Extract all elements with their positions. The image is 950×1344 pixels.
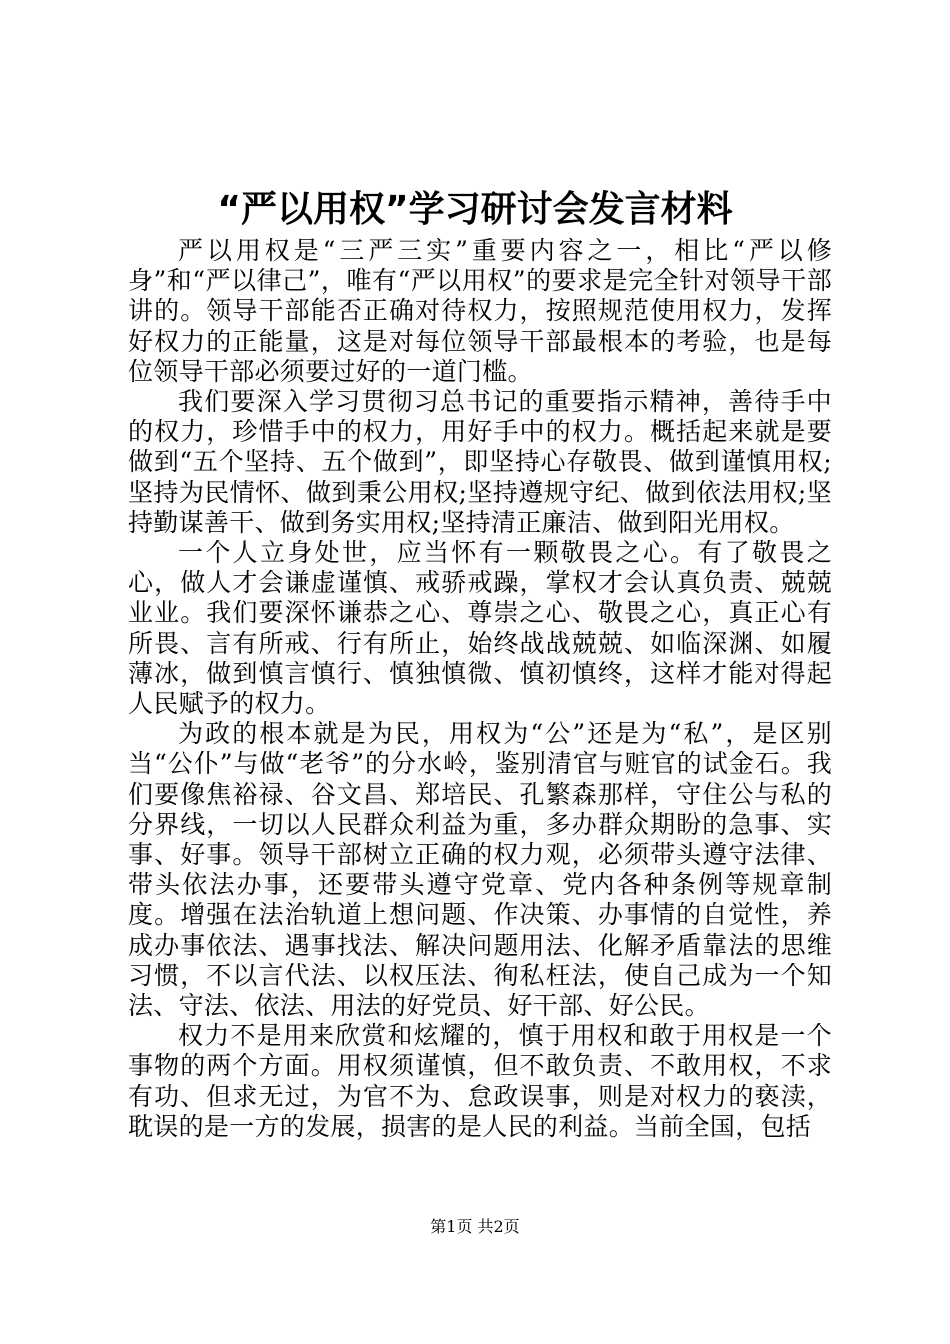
paragraph-5: 权力不是用来欣赏和炫耀的，慎于用权和敢于用权是一个事物的两个方面。用权须谨慎，但不敢负责、不敢用权，不求有功、但求无过，为官不为、怠政误事，则是对权力的亵渎，耽误的是一方的发展，损害的是人民的利益。当前全国，包括 — [128, 1021, 832, 1141]
paragraph-4: 为政的根本就是为民，用权为“公”还是为“私”，是区别当“公仆”与做“老爷”的分水岭，鉴别清官与赃官的试金石。我们要像焦裕禄、谷文昌、郑培民、孔繁森那样，守住公与私的分界线，一切以人民群众利益为重，多办群众期盼的急事、实事、好事。领导干部树立正确的权力观，必须带头遵守法律、带头依法办事，还要带头遵守党章、党内各种条例等规章制度。增强在法治轨道上想问题、作决策、办事情的自觉性，养成办事依法、遇事找法、解决问题用法、化解矛盾靠法的思维习惯，不以言代法、以权压法、徇私枉法，使自己成为一个知法、守法、依法、用法的好党员、好干部、好公民。 — [128, 719, 832, 1021]
paragraph-1: 严以用权是“三严三实”重要内容之一，相比“严以修身”和“严以律己”，唯有“严以用权”的要求是完全针对领导干部讲的。领导干部能否正确对待权力，按照规范使用权力，发挥好权力的正能量，这是对每位领导干部最根本的考验，也是每位领导干部必须要过好的一道门槛。 — [128, 236, 832, 386]
document-body — [128, 236, 832, 1142]
page-number-footer: 第1页 共2页 — [430, 1217, 520, 1236]
paragraph-3: 一个人立身处世，应当怀有一颗敬畏之心。有了敬畏之心，做人才会谦虚谨慎、戒骄戒躁，掌权才会认真负责、兢兢业业。我们要深怀谦恭之心、尊崇之心、敬畏之心，真正心有所畏、言有所戒、行有所止，始终战战兢兢、如临深渊、如履薄冰，做到慎言慎行、慎独慎微、慎初慎终，这样才能对得起人民赋予的权力。 — [128, 538, 832, 719]
document-title: “严以用权”学习研讨会发言材料 — [217, 189, 733, 230]
paragraph-2: 我们要深入学习贯彻习总书记的重要指示精神，善待手中的权力，珍惜手中的权力，用好手中的权力。概括起来就是要做到“五个坚持、五个做到”，即坚持心存敬畏、做到谨慎用权;坚持为民情怀、做到秉公用权;坚持遵规守纪、做到依法用权;坚持勤谋善干、做到务实用权;坚持清正廉洁、做到阳光用权。 — [128, 387, 832, 537]
